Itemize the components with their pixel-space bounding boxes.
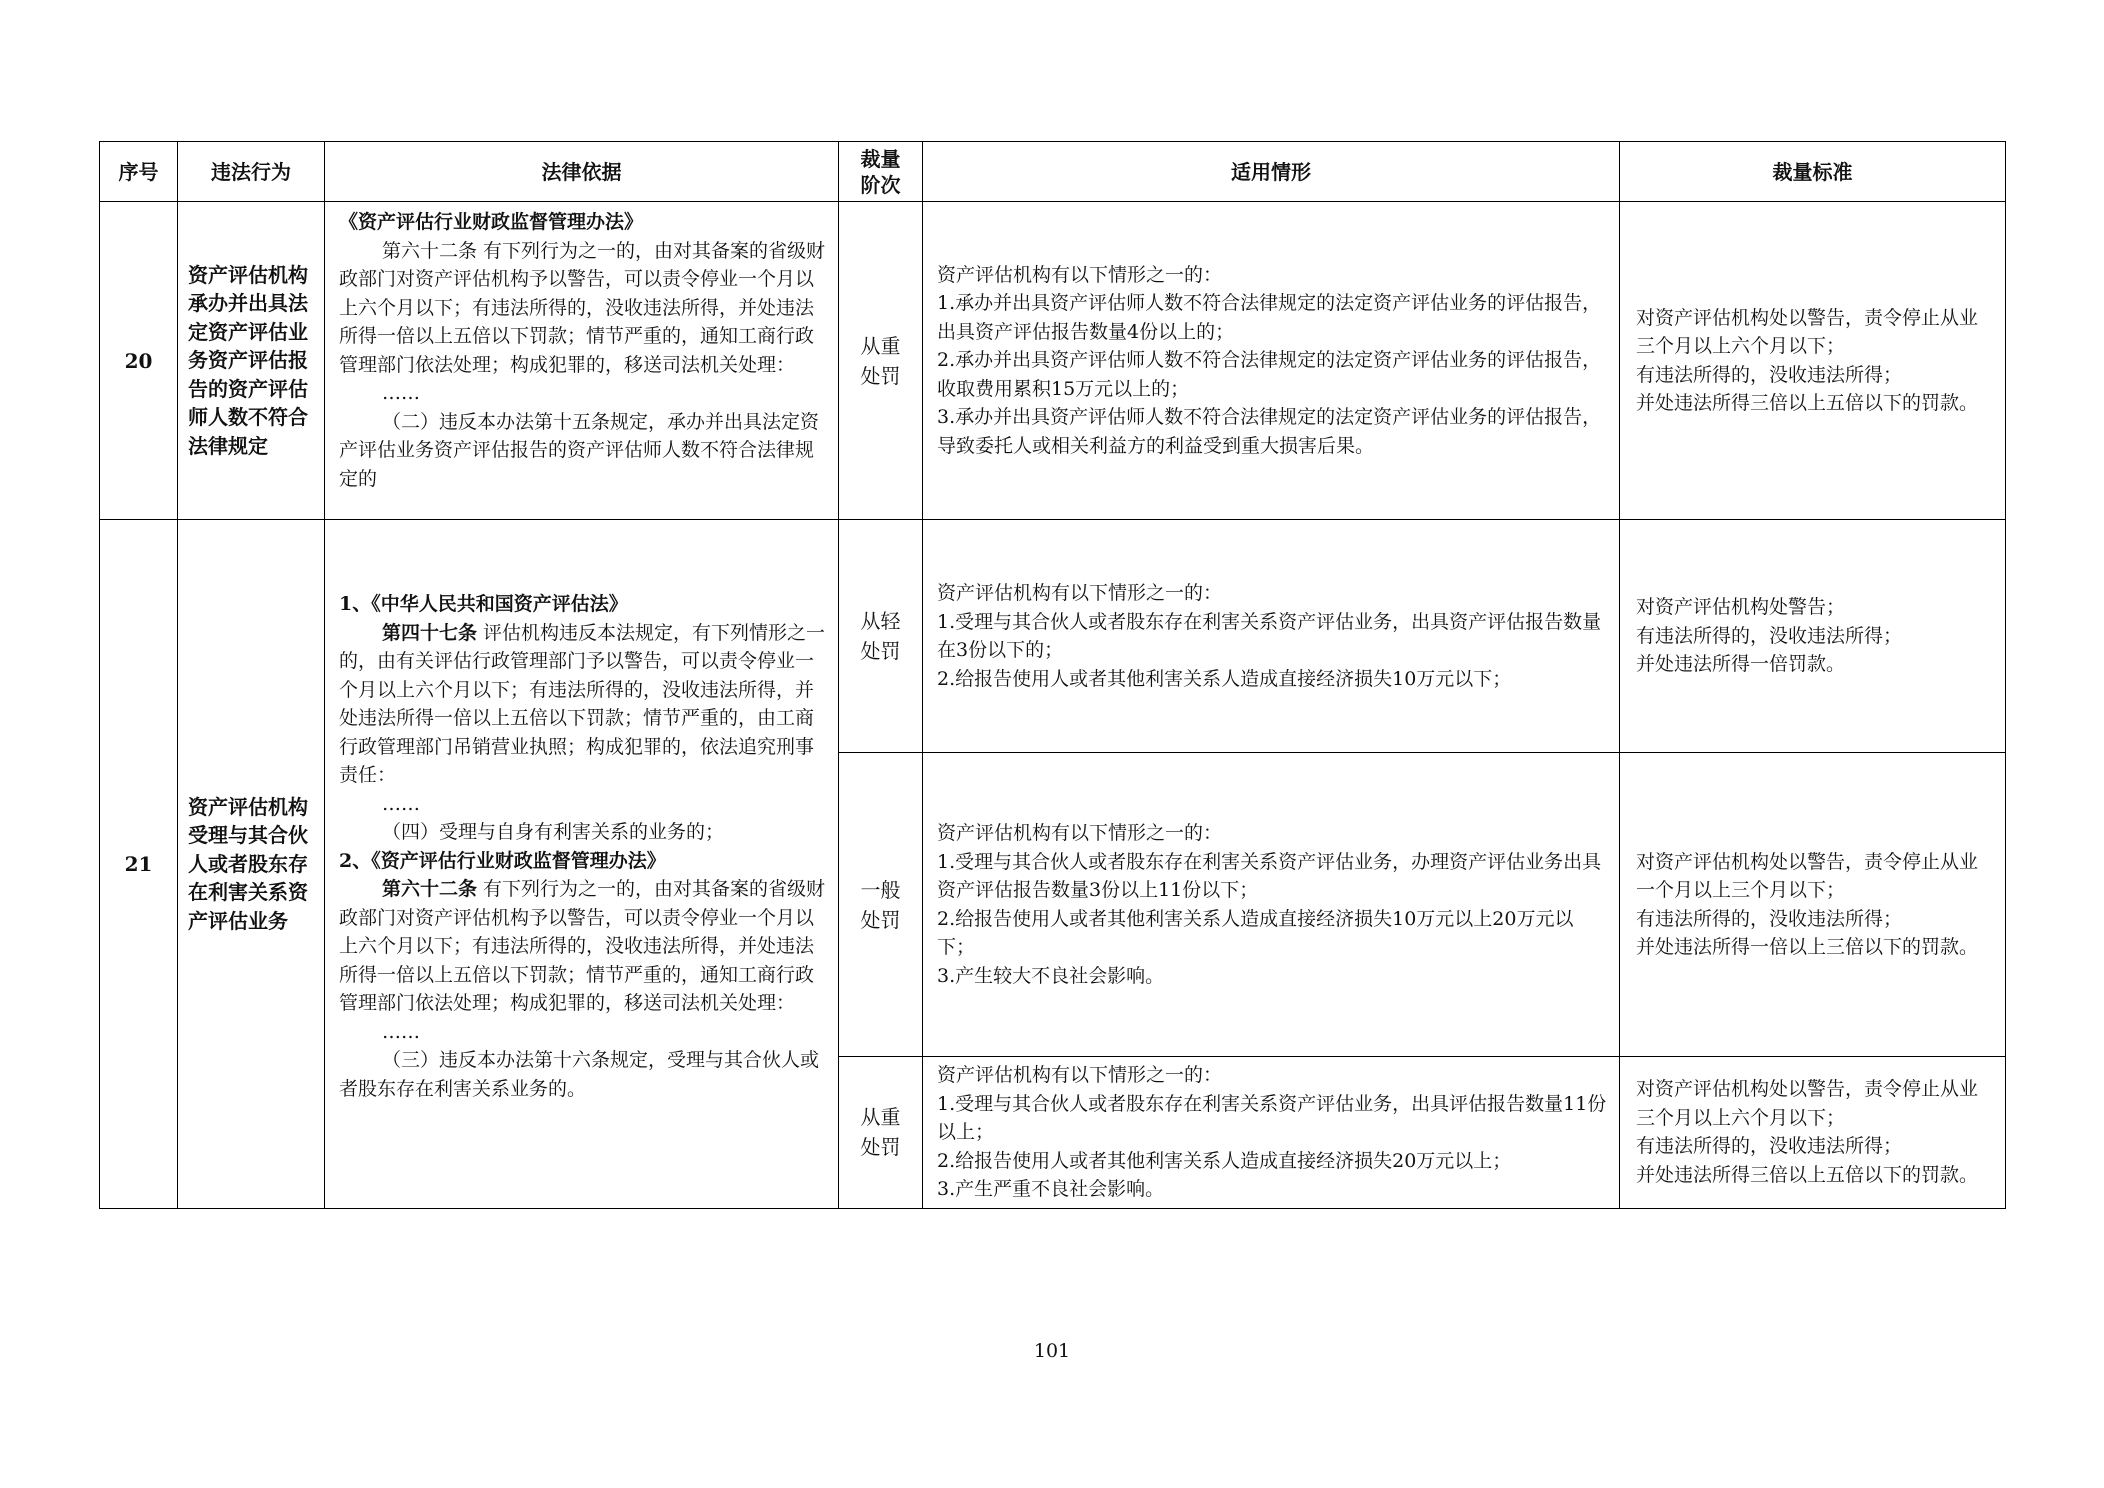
article-item: （四）受理与自身有利害关系的业务的； xyxy=(382,821,725,843)
situation-cell: 资产评估机构有以下情形之一的： 1.受理与其合伙人或者股东存在利害关系资产评估业务，办理资产评估业务出具资产评估报告数量3份以上11份以下； 2.给报告使用人或者其他利害关系人造成直接经济损失10万元以上20万元以下； 3.产生较大不良社会影响。 xyxy=(923,753,1620,1057)
law-title: 《资产评估行业财政监督管理办法》 xyxy=(339,211,644,233)
situation-cell: 资产评估机构有以下情形之一的： 1.承办并出具资产评估师人数不符合法律规定的法定资产评估业务的评估报告，出具资产评估报告数量4份以上的； 2.承办并出具资产评估师人数不符合法律规定的法定资产评估业务的评估报告，收取费用累积15万元以上的； 3.承办并出具资产评估师人数不符合法律规定的法定资产评估业务的评估报告，导致委托人或相关利益方的利益受到重大损害后果。 xyxy=(923,202,1620,520)
row-number: 21 xyxy=(100,520,178,1209)
situation-cell: 资产评估机构有以下情形之一的： 1.受理与其合伙人或者股东存在利害关系资产评估业务，出具资产评估报告数量在3份以下的； 2.给报告使用人或者其他利害关系人造成直接经济损失10万元以下； xyxy=(923,520,1620,753)
row-number: 20 xyxy=(100,202,178,520)
level-cell: 从轻处罚 xyxy=(839,520,923,753)
header-level: 裁量阶次 xyxy=(839,142,923,202)
violation-cell: 资产评估机构承办并出具法定资产评估业务资产评估报告的资产评估师人数不符合法律规定 xyxy=(178,202,325,520)
law-title: 《资产评估行业财政监督管理办法》 xyxy=(371,849,666,872)
standard-cell: 对资产评估机构处以警告，责令停止从业一个月以上三个月以下； 有违法所得的，没收违法所得； 并处违法所得一倍以上三倍以下的罚款。 xyxy=(1620,753,2006,1057)
page-number: 101 xyxy=(1033,1340,1071,1362)
header-standard: 裁量标准 xyxy=(1620,142,2006,202)
table-row-21-tier-1 xyxy=(100,520,2006,753)
article-item: （三）违反本办法第十六条规定，受理与其合伙人或者股东存在利害关系业务的。 xyxy=(339,1049,820,1100)
ellipsis: …… xyxy=(382,382,420,404)
level-cell: 从重处罚 xyxy=(839,1057,923,1209)
table-header-row xyxy=(100,142,2006,202)
level-cell: 一般处罚 xyxy=(839,753,923,1057)
discretion-table xyxy=(99,141,2006,1209)
ellipsis: …… xyxy=(382,792,420,815)
header-violation: 违法行为 xyxy=(178,142,325,202)
standard-cell: 对资产评估机构处以警告，责令停止从业三个月以上六个月以下； 有违法所得的，没收违法所得； 并处违法所得三倍以上五倍以下的罚款。 xyxy=(1620,202,2006,520)
legal-basis-cell xyxy=(325,202,839,520)
article-text: 第六十二条 有下列行为之一的，由对其备案的省级财政部门对资产评估机构予以警告，可以责令停业一个月以上六个月以下；有违法所得的，没收违法所得，并处违法所得一倍以上五倍以下罚款；情节严重的，通知工商行政管理部门依法处理；构成犯罪的，移送司法机关处理： xyxy=(339,878,826,1014)
level-cell: 从重处罚 xyxy=(839,202,923,520)
standard-cell: 对资产评估机构处警告； 有违法所得的，没收违法所得； 并处违法所得一倍罚款。 xyxy=(1620,520,2006,753)
table-row-20 xyxy=(100,202,2006,520)
violation-cell: 资产评估机构受理与其合伙人或者股东存在利害关系资产评估业务 xyxy=(178,520,325,1209)
situation-cell: 资产评估机构有以下情形之一的： 1.受理与其合伙人或者股东存在利害关系资产评估业务，出具评估报告数量11份以上； 2.给报告使用人或者其他利害关系人造成直接经济损失20万元以上； 3.产生严重不良社会影响。 xyxy=(923,1057,1620,1209)
ellipsis: …… xyxy=(382,1020,420,1043)
legal-basis-cell: 1、《中华人民共和国资产评估法》 第四十七条 评估机构违反本法规定，有下列情形之一的，由有关评估行政管理部门予以警告，可以责令停业一个月以上六个月以下；有违法所得的，没收违法所得，并处违法所得一倍以上五倍以下罚款；情节严重的，由工商行政管理部门吊销营业执照；构成犯罪的，依法追究刑事责任： …… （四）受理与自身有利害关系的业务的； 2、《资产评估行业财政监督管理办法》 第六十二条 有下列行为之一的，由对其备案的省级财政部门对资产评估机构予以警告，可以责令停业一个月以上六个月以下；有违法所得的，没收违法所得，并处违法所得一倍以上五倍以下罚款；情节严重的，通知工商行政管理部门依法处理；构成犯罪的，移送司法机关处理： …… （三）违反本办法第十六条规定，受理与其合伙人或者股东存在利害关系业务的。 xyxy=(325,520,839,1209)
article-text: 第四十七条 评估机构违反本法规定，有下列情形之一的，由有关评估行政管理部门予以警告，可以责令停业一个月以上六个月以下；有违法所得的，没收违法所得，并处违法所得一倍以上五倍以下罚款；情节严重的，由工商行政管理部门吊销营业执照；构成犯罪的，依法追究刑事责任： xyxy=(339,621,826,786)
header-no: 序号 xyxy=(100,142,178,202)
article-text: 第六十二条 有下列行为之一的，由对其备案的省级财政部门对资产评估机构予以警告，可以责令停业一个月以上六个月以下；有违法所得的，没收违法所得，并处违法所得一倍以上五倍以下罚款；情节严重的，通知工商行政管理部门依法处理；构成犯罪的，移送司法机关处理： xyxy=(339,239,826,376)
article-item: （二）违反本办法第十五条规定，承办并出具法定资产评估业务资产评估报告的资产评估师人数不符合法律规定的 xyxy=(339,410,820,490)
law-title: 《中华人民共和国资产评估法》 xyxy=(371,593,628,615)
header-legal-basis: 法律依据 xyxy=(325,142,839,202)
standard-cell: 对资产评估机构处以警告，责令停止从业三个月以上六个月以下； 有违法所得的，没收违法所得； 并处违法所得三倍以上五倍以下的罚款。 xyxy=(1620,1057,2006,1209)
header-situation: 适用情形 xyxy=(923,142,1620,202)
